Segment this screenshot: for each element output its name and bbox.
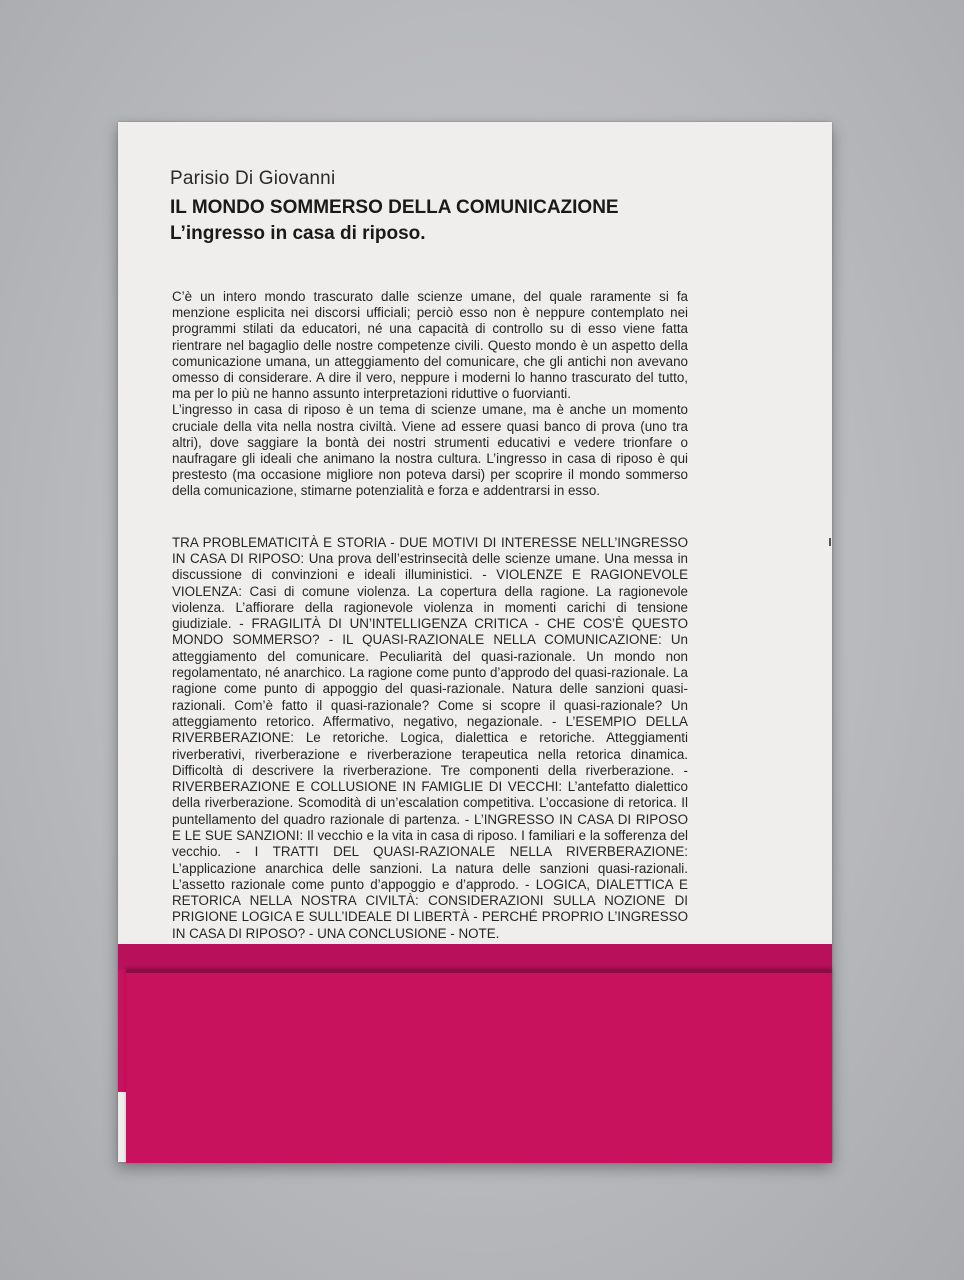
book-subtitle: L’ingresso in casa di riposo. (170, 223, 426, 244)
blurb (172, 289, 688, 500)
book-title: IL MONDO SOMMERSO DELLA COMUNICAZIONE (170, 197, 619, 218)
table-of-contents: TRA PROBLEMATICITÀ E STORIA - DUE MOTIVI DI INTERESSE NELL’INGRESSO IN CASA DI RIPOSO: Una prova dell’estrinsecità delle scienze umane. Una messa in discussione di convinzioni e ideali illuministici. - VIOLENZE E RAGIONEVOLE VIOLENZA: Casi di comune violenza. La copertura della ragione. La ragionevole violenza. L’affiorare della ragionevole violenza in momenti carichi di tensione giudiziale. - FRAGILITÀ DI UN’INTELLIGENZA CRITICA - CHE COS’È QUESTO MONDO SOMMERSO? - IL QUASI-RAZIONALE NELLA COMUNICAZIONE: Un atteggiamento del comunicare. Peculiarità del quasi-razionale. Un mondo non regolamentato, né anarchico. La ragione come punto d’approdo del quasi-razionale. La ragione come punto di appoggio del quasi-razionale. Natura delle sanzioni quasi-razionali. Com’è fatto il quasi-razionale? Come si scopre il quasi-razionale? Un atteggiamento retorico. Affermativo, negativo, negazionale. - L’ESEMPIO DELLA RIVERBERAZIONE: Le retoriche. Logica, dialettica e retoriche. Atteggiamenti riverberativi, riverberazione e riverberazione terapeutica nella retorica dinamica. Difficoltà di descrivere la riverberazione. Tre componenti della riverberazione. - RIVERBERAZIONE E COLLUSIONE IN FAMIGLIE DI VECCHI: L’antefatto dialettico della riverberazione. Scomodità di un’escalation competitiva. L’occasione di retorica. Il puntellamento del quadro razionale di partenza. - L’INGRESSO IN CASA DI RIPOSO E LE SUE SANZIONI: Il vecchio e la vita in casa di riposo. I familiari e la sofferenza del vecchio. - I TRATTI DEL QUASI-RAZIONALE NELLA RIVERBERAZIONE: L’applicazione anarchica delle sanzioni. La natura delle sanzioni quasi-razionali. L’assetto razionale come punto d’appoggio e d’approdo. - LOGICA, DIALETTICA E RETORICA NELLA NOSTRA CIVILTÀ: CONSIDERAZIONI SULLA NOZIONE DI PRIGIONE LOGICA E SULL’IDEALE DI LIBERTÀ - PERCHÉ PROPRIO L’INGRESSO IN CASA DI RIPOSO? - UNA CONCLUSIONE - NOTE. (172, 534, 688, 941)
pink-flap (126, 970, 832, 1163)
spine-mark (829, 538, 831, 546)
blurb-paragraph-1: C’è un intero mondo trascurato dalle scienze umane, del quale raramente si fa menzione esplicita nei discorsi ufficiali; perciò esso non è neppure contemplato nei programmi stilati da educatori, né una capacità di controllo su di esso viene fatta rientrare nel bagaglio delle nostre competenze civili. Questo mondo è un aspetto della comunicazione umana, un atteggiamento del comunicare, che gli antichi non avevano omesso di considerare. A dire il vero, neppure i moderni lo hanno trascurato del tutto, ma per lo più ne hanno assunto interpretazioni riduttive o fuorvianti. (172, 289, 688, 402)
cover-text (170, 168, 690, 942)
pink-flap-edge (118, 944, 832, 970)
blurb-paragraph-2: L’ingresso in casa di riposo è un tema di scienze umane, ma è anche un momento cruciale della vita nella nostra civiltà. Viene ad essere quasi banco di prova (uno tra altri), dove saggiare la bontà dei nostri strumenti educativi e vedere trionfare o naufragare gli ideali che animano la nostra cultura. L’ingresso in casa di riposo è qui prestesto (ma occasione migliore non poteva darsi) per scoprire il mondo sommerso della comunicazione, stimarne potenzialità e forza e addentrarsi in esso. (172, 402, 688, 499)
author-name: Parisio Di Giovanni (170, 168, 336, 189)
